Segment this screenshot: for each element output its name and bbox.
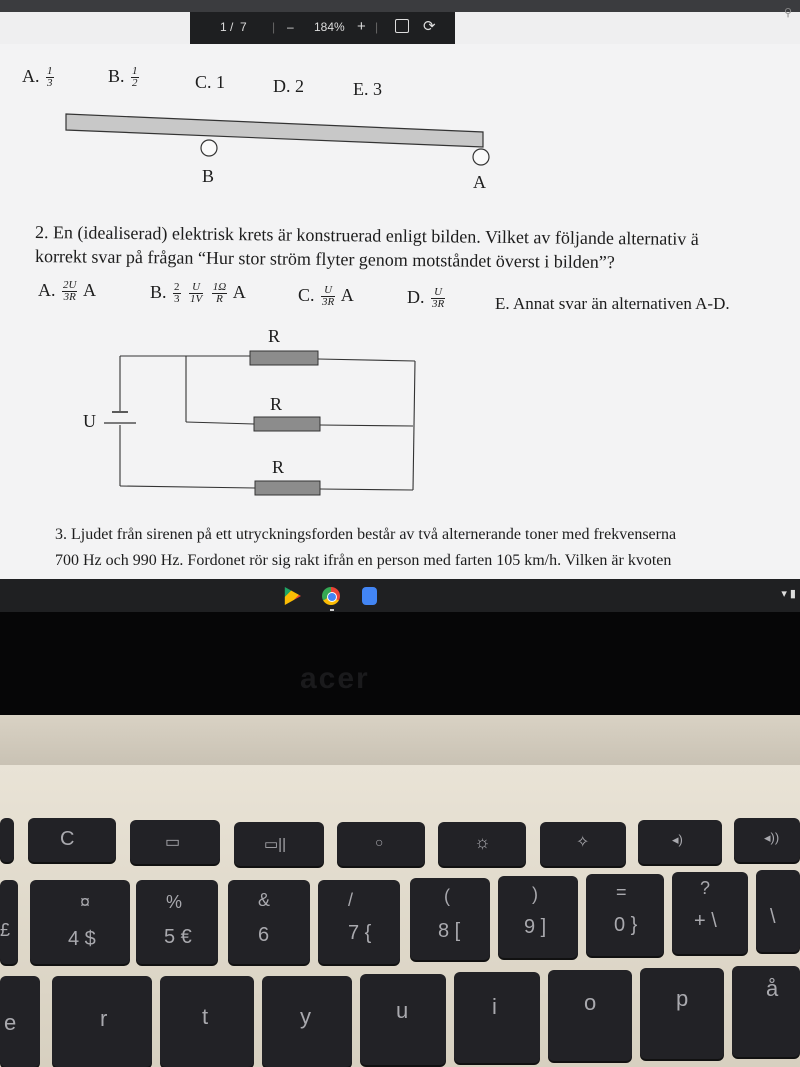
- key-glyph: £: [0, 920, 11, 940]
- key-refresh[interactable]: [28, 818, 116, 862]
- key-glyph-bottom: 7 {: [348, 922, 372, 944]
- label: C.: [298, 285, 315, 305]
- key-glyph: ◂)): [764, 830, 780, 845]
- key-glyph: r: [100, 1006, 108, 1031]
- key-glyph: ☼: [474, 832, 491, 852]
- key-glyph: e: [4, 1010, 17, 1035]
- label: A.: [38, 280, 56, 300]
- key-a-ring[interactable]: [732, 966, 800, 1057]
- resistor-middle-label: R: [270, 394, 283, 414]
- num: 2: [174, 281, 180, 294]
- pdf-toolbar: [190, 12, 455, 44]
- key-mute[interactable]: [540, 822, 626, 866]
- zoom-level: 184%: [314, 20, 345, 34]
- key-8[interactable]: [410, 878, 490, 960]
- q1-option-e: E. 3: [353, 79, 382, 99]
- support-b-label: B: [202, 166, 215, 186]
- key-glyph: u: [396, 998, 409, 1023]
- key-edge-left[interactable]: [0, 880, 18, 964]
- toolbar-divider: |: [375, 20, 379, 34]
- key-p[interactable]: [640, 968, 724, 1059]
- key-glyph: ▭||: [264, 836, 286, 853]
- num: 1: [132, 65, 138, 78]
- wire: [320, 489, 413, 490]
- q3-line-2: 700 Hz och 990 Hz. Fordonet rör sig rakt ifrån en person med farten 105 km/h. Vilken är kvoten: [55, 552, 672, 569]
- label: D.: [407, 287, 425, 307]
- key-acute[interactable]: [756, 870, 800, 952]
- key-u[interactable]: [360, 974, 446, 1065]
- key-glyph-bottom: 5 €: [164, 926, 192, 948]
- q2-option-e: E. Annat svar än alternativen A-D.: [495, 294, 730, 313]
- den: 3R: [322, 296, 335, 309]
- key-brightness-up[interactable]: [438, 822, 526, 866]
- page-separator: /: [230, 20, 234, 34]
- key-glyph: i: [492, 994, 497, 1019]
- key-glyph-top: =: [616, 882, 627, 902]
- rotate-icon[interactable]: ⟳: [423, 18, 436, 35]
- num: U: [189, 282, 203, 294]
- key-glyph: ◂): [672, 832, 683, 847]
- den: 3: [174, 293, 180, 306]
- active-indicator: [330, 609, 334, 611]
- laptop-hinge: [0, 715, 800, 765]
- resistor-middle: [254, 417, 320, 431]
- key-glyph: t: [202, 1004, 209, 1029]
- den: 3R: [63, 291, 76, 304]
- chrome-icon[interactable]: [322, 587, 340, 605]
- key-volume-down[interactable]: [638, 820, 722, 864]
- key-i[interactable]: [454, 972, 540, 1063]
- key-5[interactable]: [136, 880, 218, 964]
- key-0[interactable]: [586, 874, 664, 956]
- key-glyph: y: [300, 1004, 311, 1029]
- resistor-bottom-label: R: [272, 457, 285, 477]
- wire: [318, 359, 415, 361]
- unit: A: [82, 280, 96, 300]
- key-glyph-bottom: 8 [: [438, 920, 461, 942]
- key-glyph-top: ): [532, 884, 538, 904]
- brand-logo: acer: [300, 662, 370, 695]
- q1-option-a-label: A.: [22, 66, 40, 86]
- os-shelf: [0, 579, 800, 612]
- key-overview[interactable]: [234, 822, 324, 866]
- q3-line-1: 3. Ljudet från sirenen på ett utryckningsforden består av två alternerande toner med frekvenserna: [55, 526, 677, 543]
- docs-icon[interactable]: [362, 587, 377, 605]
- page-total: 7: [240, 20, 247, 34]
- wire: [186, 422, 254, 424]
- key-glyph-bottom: 4 $: [68, 928, 96, 950]
- key-glyph-bottom: + \: [694, 910, 717, 932]
- circuit-diagram: [0, 44, 800, 504]
- q2-line-1: 2. En (idealiserad) elektrisk krets är konstruerad enligt bilden. Vilket av följande alternativ ä: [34, 222, 699, 249]
- browser-search-icon[interactable]: ⚲: [783, 7, 792, 19]
- den: 3: [47, 77, 53, 90]
- key-glyph: o: [584, 990, 597, 1015]
- key-glyph-top: &: [258, 890, 271, 910]
- key-glyph: ▭: [165, 834, 181, 851]
- key-volume-up[interactable]: [734, 818, 800, 862]
- status-area-icon[interactable]: ▾ ▮: [781, 588, 796, 600]
- num: 1Ω: [212, 281, 227, 294]
- chrome-center: [327, 592, 337, 602]
- wire: [120, 486, 255, 488]
- unit: A: [232, 282, 246, 302]
- resistor-top-label: R: [268, 326, 281, 346]
- q1-option-b-label: B.: [108, 66, 125, 86]
- key-t[interactable]: [160, 976, 254, 1067]
- key-glyph-top: %: [166, 892, 183, 912]
- key-glyph-top: (: [444, 886, 450, 906]
- label: B.: [150, 282, 167, 302]
- key-glyph-top: ?: [700, 878, 711, 898]
- key-glyph: \: [770, 906, 776, 928]
- source-label: U: [83, 411, 96, 431]
- toolbar-divider: |: [272, 20, 276, 34]
- num: U: [431, 287, 445, 299]
- browser-top-strip: [0, 0, 800, 12]
- den: 2: [132, 77, 138, 90]
- key-fullscreen[interactable]: [130, 820, 220, 864]
- screen-bezel: [0, 612, 800, 720]
- key-r[interactable]: [52, 976, 152, 1067]
- wire: [320, 425, 413, 426]
- q1-option-d: D. 2: [273, 76, 304, 96]
- key-glyph-top: ¤: [80, 892, 91, 912]
- num: 1: [47, 65, 53, 78]
- fit-page-icon[interactable]: [395, 19, 409, 33]
- num: U: [321, 285, 335, 297]
- key-glyph: C: [60, 828, 75, 850]
- page-current[interactable]: 1: [220, 20, 227, 34]
- resistor-top: [250, 351, 318, 365]
- q2-line-2: korrekt svar på frågan “Hur stor ström flyter genom motståndet överst i bilden”?: [34, 246, 615, 273]
- key-glyph: å: [766, 976, 779, 1001]
- support-a-label: A: [473, 172, 486, 192]
- key-plus[interactable]: [672, 872, 748, 954]
- key-o[interactable]: [548, 970, 632, 1061]
- key-glyph-bottom: 9 ]: [524, 916, 547, 938]
- key-glyph: p: [676, 986, 689, 1011]
- key-4[interactable]: [30, 880, 130, 964]
- key-glyph-top: /: [348, 890, 354, 910]
- key-brightness-down[interactable]: [337, 822, 425, 866]
- key-y[interactable]: [262, 976, 352, 1067]
- key-glyph-bottom: 0 }: [614, 914, 638, 936]
- key-glyph: ○: [375, 834, 384, 850]
- unit: A: [340, 285, 354, 305]
- key-escape[interactable]: [0, 818, 14, 862]
- resistor-bottom: [255, 481, 320, 495]
- play-store-icon[interactable]: [283, 587, 301, 605]
- key-6[interactable]: [228, 880, 310, 964]
- den: 3R: [432, 298, 445, 311]
- zoom-out-button[interactable]: –: [287, 20, 294, 34]
- zoom-in-button[interactable]: +: [357, 18, 366, 35]
- num: 2U: [63, 279, 77, 292]
- key-glyph-bottom: 6: [258, 924, 270, 946]
- pdf-page: [0, 44, 800, 579]
- q1-option-c: C. 1: [195, 72, 226, 92]
- wire: [413, 361, 415, 490]
- den: R: [216, 293, 223, 306]
- key-7[interactable]: [318, 880, 400, 964]
- den: 1V: [190, 293, 203, 306]
- key-glyph: ✧: [576, 834, 590, 851]
- key-9[interactable]: [498, 876, 578, 958]
- key-e[interactable]: [0, 976, 40, 1067]
